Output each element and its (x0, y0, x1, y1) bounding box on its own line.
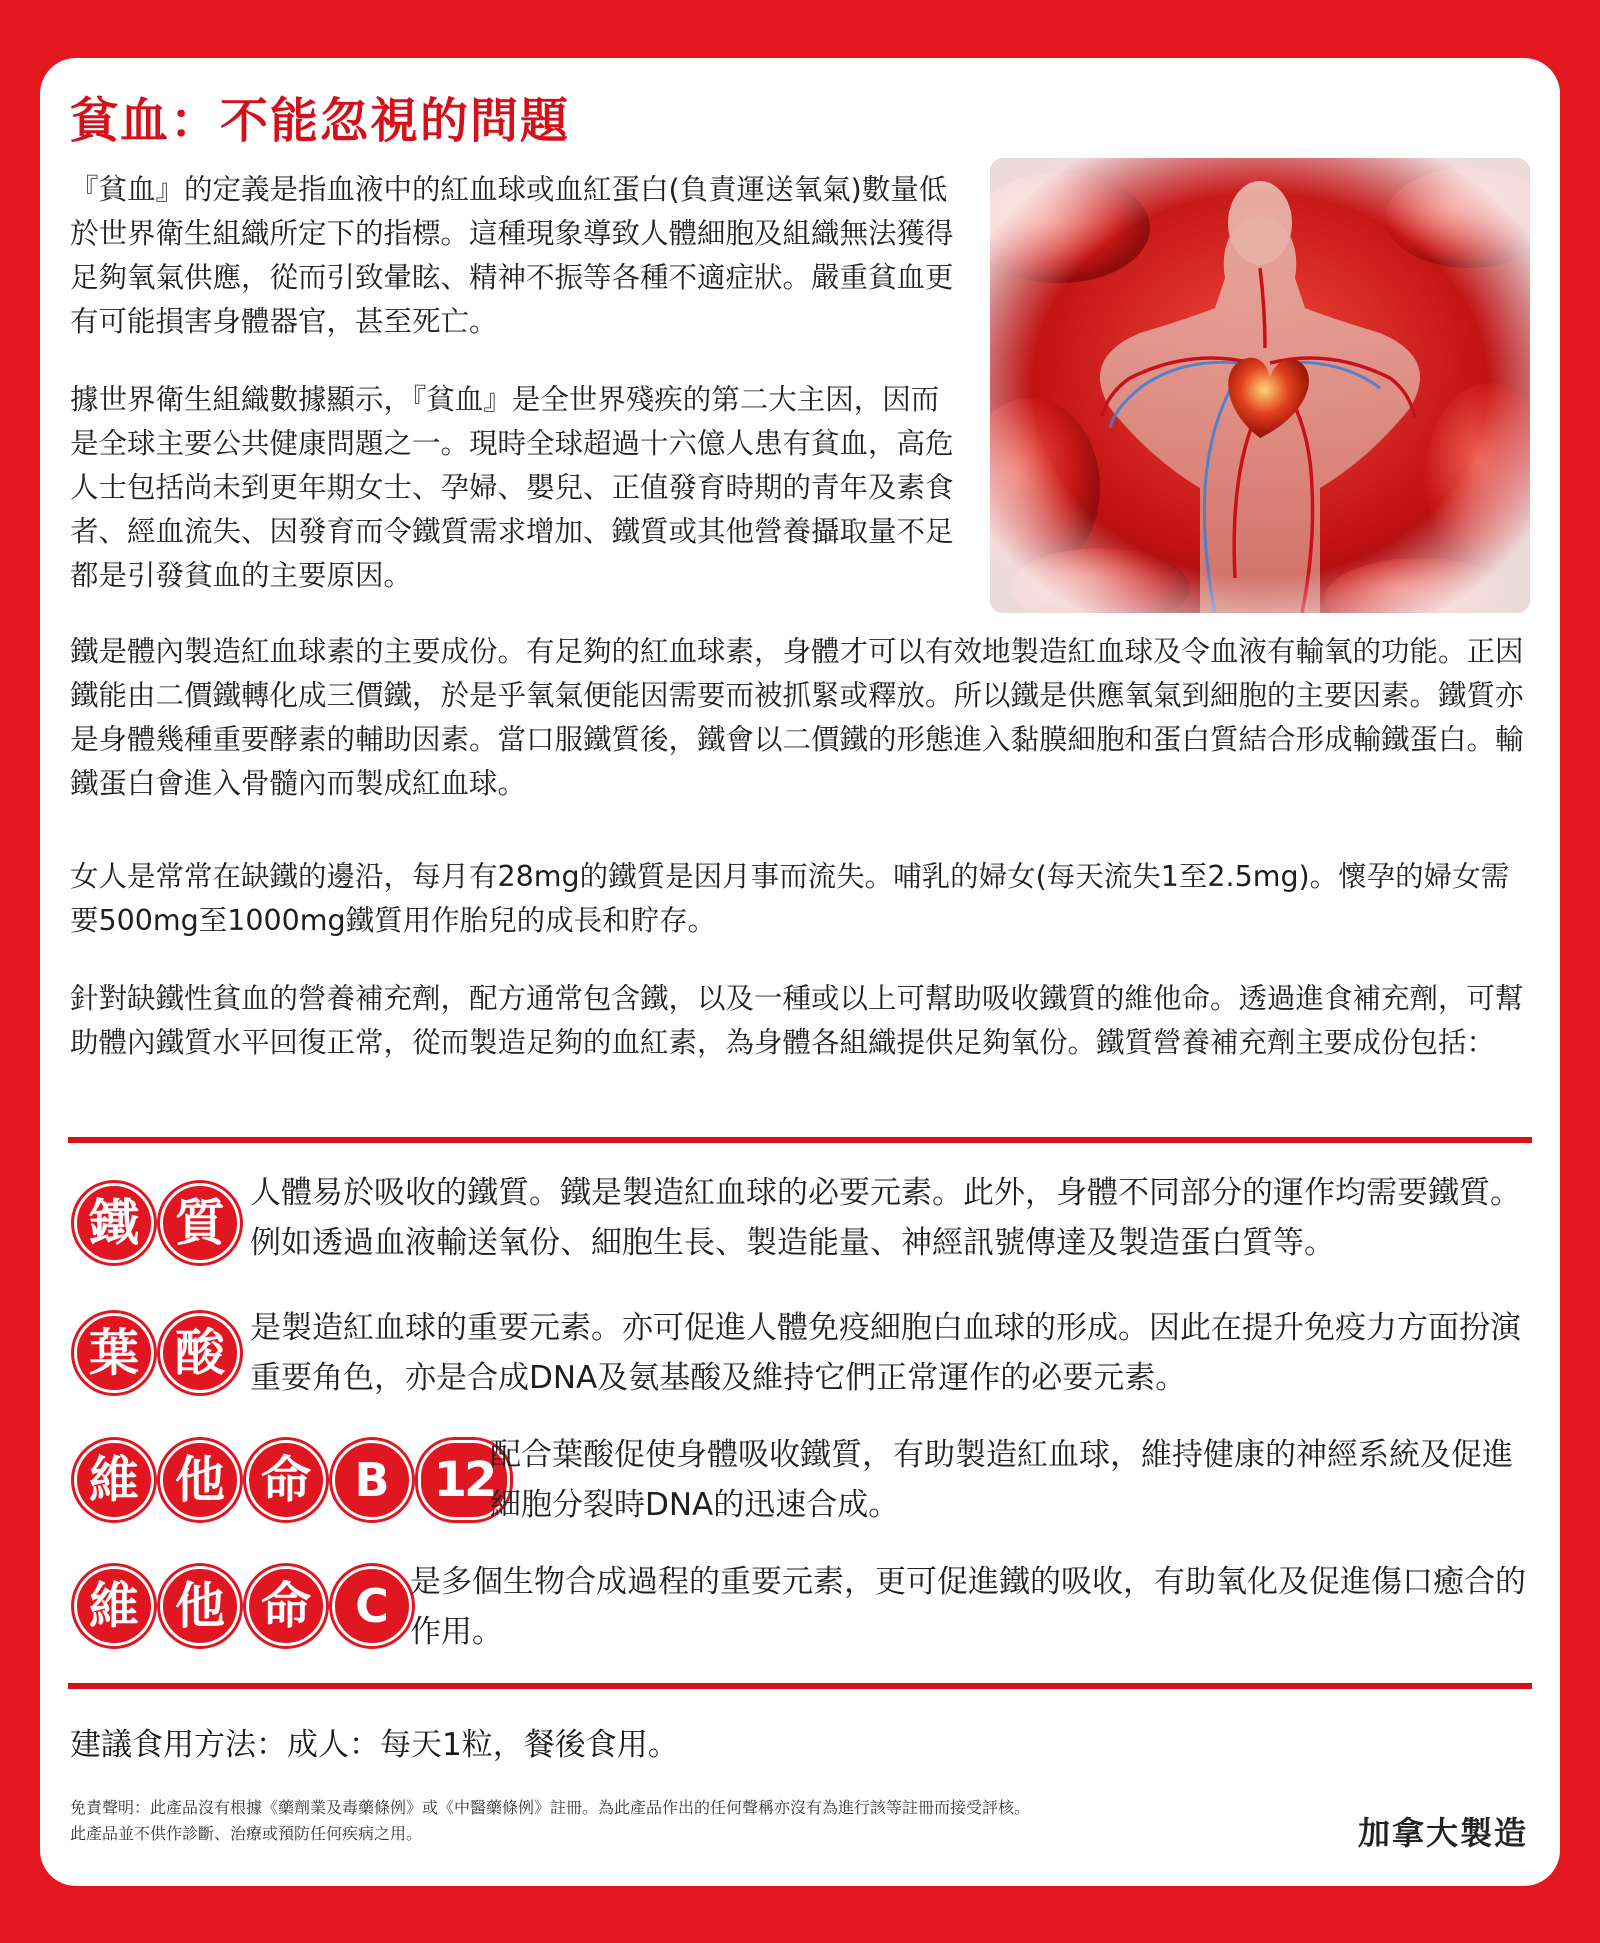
page-title: 貧血：不能忽視的問題 (70, 93, 571, 149)
ingredient-text-vitamin-c: 是多個生物合成過程的重要元素，更可促進鐵的吸收，有助氧化及促進傷口癒合的作用。 (410, 1564, 1526, 1650)
disclaimer-line: 此產品並不供作診斷、治療或預防任何疾病之用。 (70, 1824, 423, 1843)
badge-char: 酸 (160, 1313, 240, 1393)
paragraph-women: 女人是常常在缺鐵的邊沿，每月有28mg的鐵質是因月事而流失。哺乳的婦女(每天流失1至2.5mg)。懷孕的婦女需要500mg至1000mg鐵質用作胎兒的成長和貯存。 (70, 860, 1510, 937)
paragraph-statistics: 據世界衛生組織數據顯示，『貧血』是全世界殘疾的第二大主因，因而是全球主要公共健康問題之一。現時全球超過十六億人患有貧血，高危人士包括尚未到更年期女士、孕婦、嬰兒、正值發育時期的青年及素食者、經血流失、因發育而令鐵質需求增加、鐵質或其他營養攝取量不足都是引發貧血的主要原因。 (70, 383, 954, 592)
paragraph-iron-role: 鐵是體內製造紅血球素的主要成份。有足夠的紅血球素，身體才可以有效地製造紅血球及令血液有輸氧的功能。正因鐵能由二價鐵轉化成三價鐵，於是乎氧氣便能因需要而被抓緊或釋放。所以鐵是供應氧氣到細胞的主要因素。鐵質亦是身體幾種重要酵素的輔助因素。當口服鐵質後，鐵會以二價鐵的形態進入黏膜細胞和蛋白質結合形成輸鐵蛋白。輸鐵蛋白會進入骨髓內而製成紅血球。 (70, 635, 1524, 800)
made-in-label: 加拿大製造 (1357, 1814, 1528, 1852)
badge-char: 命 (246, 1566, 326, 1646)
ingredient-text-iron: 人體易於吸收的鐵質。鐵是製造紅血球的必要元素。此外，身體不同部分的運作均需要鐵質。例如透過血液輸送氧份、細胞生長、製造能量、神經訊號傳達及製造蛋白質等。 (250, 1175, 1521, 1261)
usage-instructions: 建議食用方法：成人：每天1粒，餐後食用。 (70, 1727, 679, 1763)
badge-char: 他 (160, 1440, 240, 1520)
divider-top (68, 1137, 1532, 1143)
badge-char: 鐵 (74, 1183, 154, 1263)
paragraph-definition: 『貧血』的定義是指血液中的紅血球或血紅蛋白(負責運送氧氣)數量低於世界衛生組織所定下的指標。這種現象導致人體細胞及組織無法獲得足夠氧氣供應，從而引致暈眩、精神不振等各種不適症狀。嚴重貧血更有可能損害身體器官，甚至死亡。 (70, 173, 954, 338)
badge-char: C (332, 1566, 412, 1646)
paragraph-supplements: 針對缺鐵性貧血的營養補充劑，配方通常包含鐵，以及一種或以上可幫助吸收鐵質的維他命。透過進食補充劑，可幫助體內鐵質水平回復正常，從而製造足夠的血紅素，為身體各組織提供足夠氧份。鐵質營養補充劑主要成份包括： (70, 982, 1524, 1059)
ingredient-badge-vitamin-c (74, 1566, 412, 1646)
ingredient-text-vitamin-b12: 配合葉酸促使身體吸收鐵質，有助製造紅血球，維持健康的神經系統及促進細胞分裂時DNA的迅速合成。 (490, 1437, 1513, 1523)
ingredient-badge-vitamin-b12 (74, 1440, 510, 1520)
divider-bottom (68, 1683, 1532, 1689)
disclaimer-line: 免責聲明：此產品沒有根據《藥劑業及毒藥條例》或《中醫藥條例》註冊。為此產品作出的任何聲稱亦沒有為進行該等註冊而接受評核。 (70, 1798, 1031, 1817)
badge-char: 維 (74, 1440, 154, 1520)
badge-char: B (332, 1440, 412, 1520)
badge-char: 葉 (74, 1313, 154, 1393)
ingredient-badge-folic-acid (74, 1313, 240, 1393)
badge-char: 12 (418, 1440, 510, 1520)
badge-char: 命 (246, 1440, 326, 1520)
disclaimer (70, 1795, 1030, 1847)
badge-char: 他 (160, 1566, 240, 1646)
ingredient-badge-iron (74, 1183, 240, 1263)
body-heart-image (990, 158, 1530, 613)
circulatory-system-illustration (990, 158, 1530, 613)
badge-char: 維 (74, 1566, 154, 1646)
badge-char: 質 (160, 1183, 240, 1263)
ingredient-text-folic-acid: 是製造紅血球的重要元素。亦可促進人體免疫細胞白血球的形成。因此在提升免疫力方面扮演重要角色，亦是合成DNA及氨基酸及維持它們正常運作的必要元素。 (250, 1310, 1521, 1396)
